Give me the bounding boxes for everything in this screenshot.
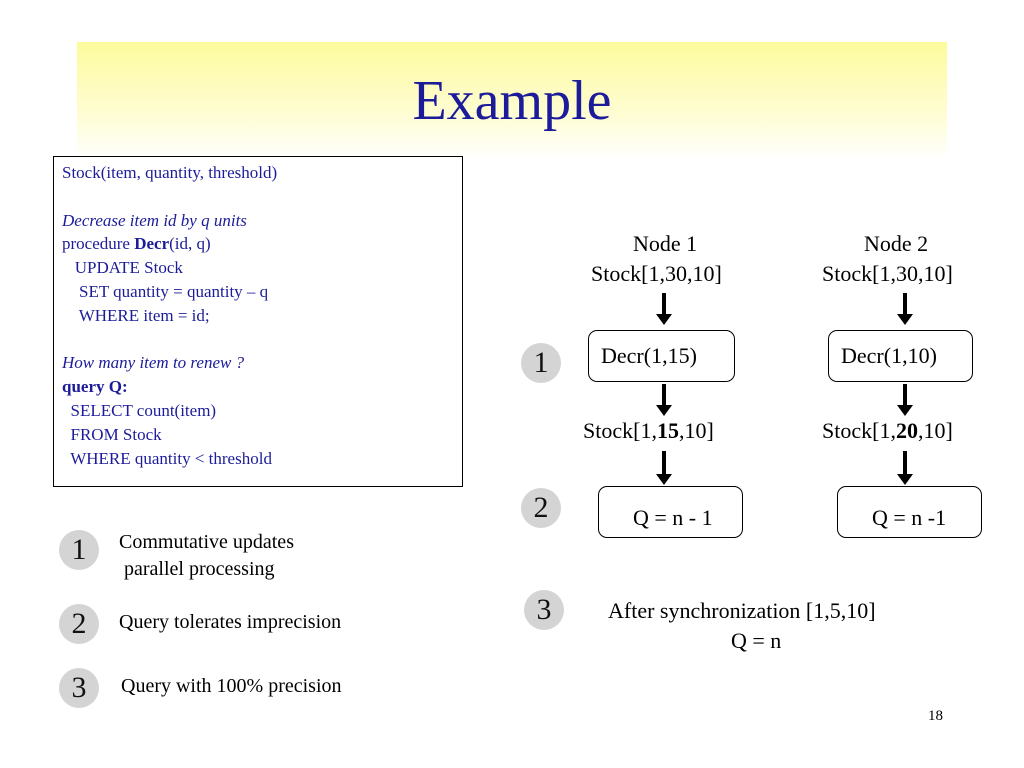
node2-label: Node 2 [864, 231, 929, 256]
set-line: SET quantity = quantity – q [62, 282, 269, 301]
node2-after-prefix: Stock[1, [822, 418, 896, 443]
node2-arrow-2 [903, 384, 907, 406]
legend-badge-3: 3 [59, 668, 99, 708]
node1-after-qty: 15 [656, 418, 679, 443]
legend-text-2: Query tolerates imprecision [119, 611, 342, 633]
page-number: 18 [928, 708, 943, 724]
legend-text-1a: Commutative updates [119, 531, 294, 553]
where-threshold-line: WHERE quantity < threshold [62, 449, 272, 468]
node2-arrow-3 [903, 451, 907, 475]
node1-after-suffix: ,10] [678, 418, 714, 443]
legend-text-1b: parallel processing [119, 558, 275, 580]
schema-line: Stock(item, quantity, threshold) [62, 163, 278, 182]
step-badge-1: 1 [521, 343, 561, 383]
slide-title: Example [412, 70, 612, 132]
procedure-params: (id, q) [169, 234, 211, 253]
node2-after-suffix: ,10] [917, 418, 953, 443]
procedure-name: Decr [134, 234, 170, 253]
procedure-header [62, 234, 211, 254]
update-line: UPDATE Stock [62, 258, 183, 277]
node1-label: Node 1 [633, 231, 698, 256]
node1-after-state [583, 420, 714, 442]
procedure-keyword: procedure [62, 234, 135, 253]
node2-query-result: Q = n -1 [872, 505, 947, 530]
query-header: query Q: [62, 377, 128, 396]
node1-after-prefix: Stock[1, [583, 418, 657, 443]
step-badge-2: 2 [521, 488, 561, 528]
node2-after-state [822, 420, 953, 442]
node1-arrow-3 [662, 451, 666, 475]
sync-query-result: Q = n [731, 628, 782, 653]
from-line: FROM Stock [62, 425, 162, 444]
node1-initial-state: Stock[1,30,10] [591, 261, 722, 286]
step-badge-3: 3 [524, 590, 564, 630]
node1-decr-op: Decr(1,15) [601, 343, 697, 368]
sync-state: After synchronization [1,5,10] [608, 598, 876, 623]
query-comment: How many item to renew ? [62, 353, 245, 372]
node1-query-result: Q = n - 1 [633, 505, 713, 530]
legend-badge-1: 1 [59, 530, 99, 570]
node2-after-qty: 20 [895, 418, 918, 443]
node2-arrow-1 [903, 293, 907, 315]
node1-arrow-2 [662, 384, 666, 406]
procedure-comment: Decrease item id by q units [62, 211, 247, 230]
select-line: SELECT count(item) [62, 401, 217, 420]
legend-badge-2: 2 [59, 604, 99, 644]
node1-arrow-1 [662, 293, 666, 315]
node2-decr-op: Decr(1,10) [841, 343, 937, 368]
node2-initial-state: Stock[1,30,10] [822, 261, 953, 286]
legend-text-3: Query with 100% precision [121, 675, 342, 697]
where-line: WHERE item = id; [62, 306, 210, 325]
